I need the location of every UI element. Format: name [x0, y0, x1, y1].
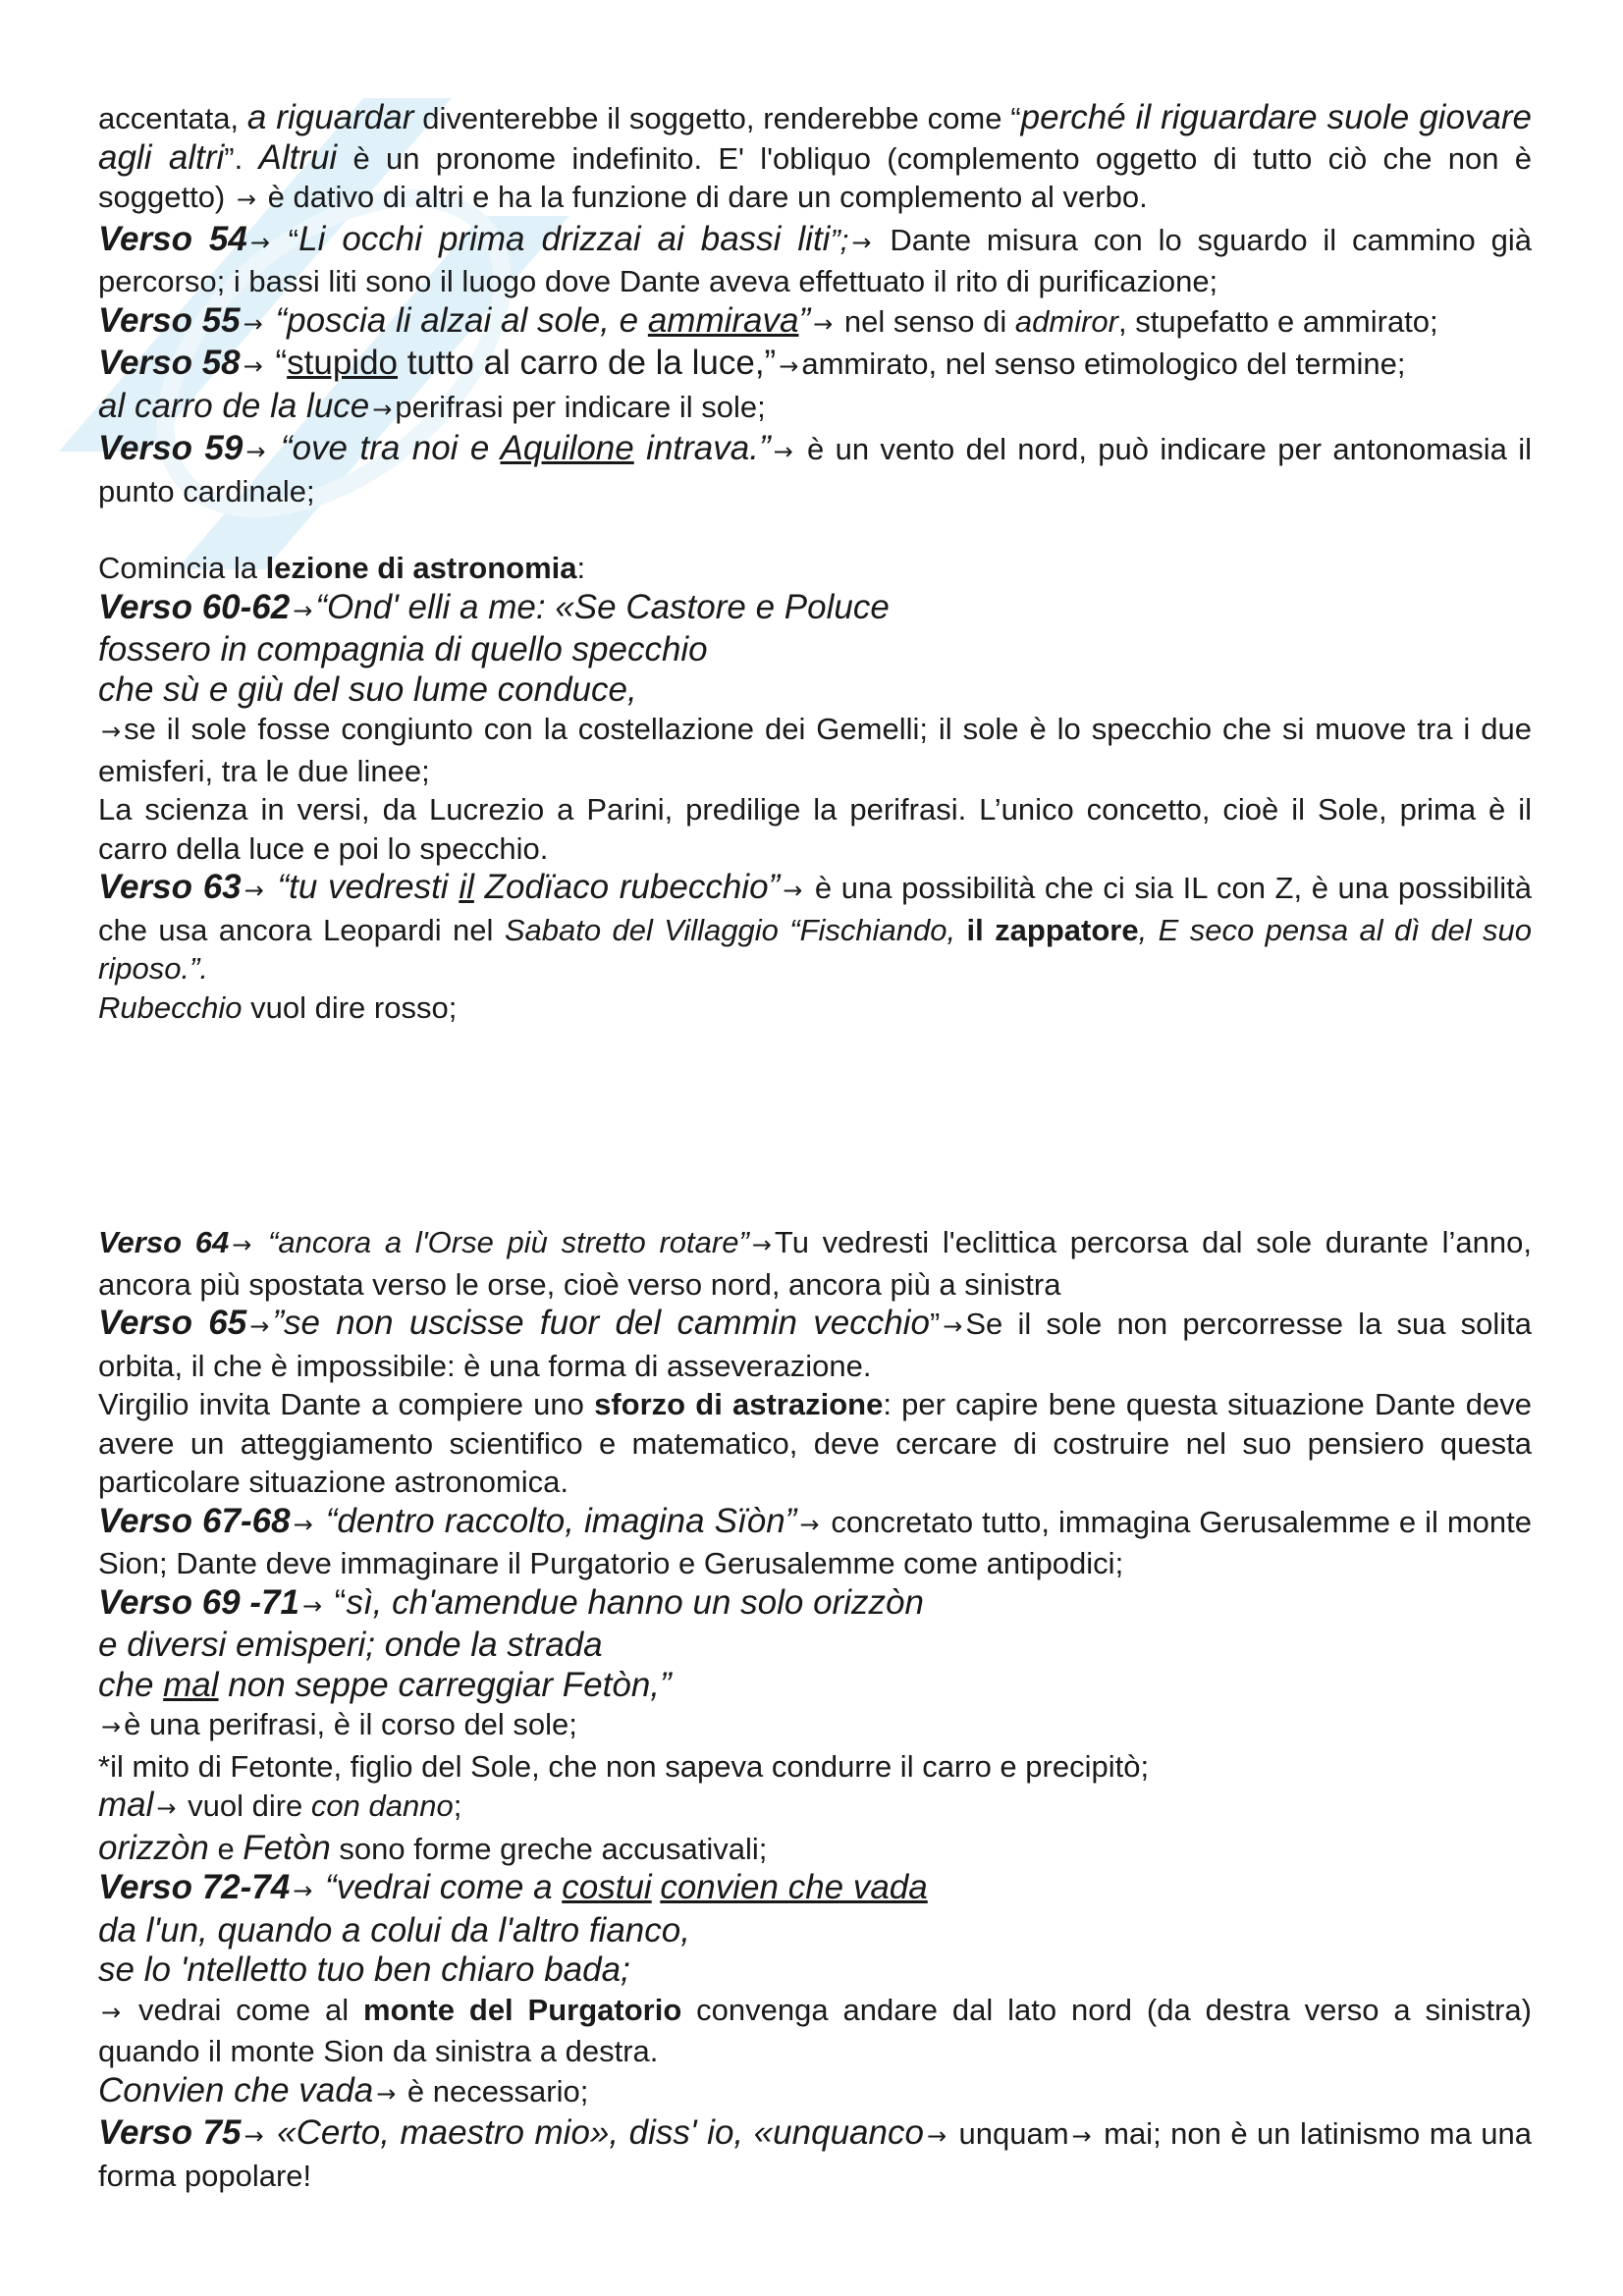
verse-65: Verso 65 →”se non uscisse fuor del cammin vecchio” →Se il sole non percorresse la sua solita orbita, il che è impossibile: è una forma di asseverazione.: [98, 1304, 1532, 1383]
arrow-icon: →: [243, 877, 264, 904]
verse-59: Verso 59 → “ove tra noi e Aquilone intrava.” → è un vento del nord, può indicare per antonomasia il punto cardinale;: [98, 429, 1532, 508]
verse-54: Verso 54 → “Li occhi prima drizzai ai bassi liti”; → Dante misura con lo sguardo il cammino già percorso; i bassi liti sono il luogo dove Dante aveva effettuato il rito di purificazione;: [98, 219, 1532, 298]
verse-58-note: al carro de la luce →perifrasi per indicare il sole;: [98, 386, 766, 425]
arrow-icon: →: [293, 596, 313, 624]
verse-line: se lo 'ntelletto tuo ben chiaro bada;: [98, 1950, 630, 1989]
arrow-icon: →: [249, 1312, 270, 1340]
arrow-icon: →: [243, 352, 263, 380]
arrow-icon: →: [101, 718, 122, 745]
document-body: [98, 98, 1532, 2195]
verse-72-74-note: → vedrai come al monte del Purgatorio convenga andare dal lato nord (da destra verso a sinistra) quando il monte Sion da sinistra a destra.: [98, 1992, 1532, 2068]
arrow-icon: →: [372, 395, 393, 423]
arrow-icon: →: [813, 309, 834, 338]
arrow-icon: →: [779, 352, 799, 380]
arrow-icon: →: [799, 1510, 820, 1538]
arrow-icon: →: [376, 2079, 397, 2108]
arrow-icon: →: [101, 1713, 122, 1740]
verse-line: che mal non seppe carreggiar Fetòn,”: [98, 1665, 672, 1704]
arrow-icon: →: [943, 1312, 963, 1340]
verse-60-62-note: →se il sole fosse congiunto con la costellazione dei Gemelli; il sole è lo specchio che si muove tra i due emisferi, tra le due linee;: [98, 712, 1532, 788]
fetonte-note: *il mito di Fetonte, figlio del Sole, che non sapeva condurre il carro e precipitò;: [98, 1748, 1150, 1784]
paragraph-virgilio: Virgilio invita Dante a compiere uno sforzo di astrazione: per capire bene questa situazione Dante deve avere un atteggiamento scientifico e matematico, deve cercare di costruire nel suo pensiero questa particolare situazione astronomica.: [98, 1387, 1533, 1499]
arrow-icon: →: [236, 186, 256, 213]
verse-67-68: Verso 67-68 → “dentro raccolto, imagina Sïòn” → concretato tutto, immagina Gerusalemme e il monte Sion; Dante deve immaginare il Purgatorio e Gerusalemme come antipodici;: [98, 1501, 1532, 1580]
arrow-icon: →: [243, 309, 263, 338]
paragraph-intro: accentata, a riguardar diventerebbe il soggetto, renderebbe come “perché il riguardare suole giovare agli altri”. Altrui è un pronome indefinito. E' l'obliquo (complemento oggetto di tutto ciò che non è soggetto) → è dativo di altri e ha la funzione di dare un complemento al verbo.: [98, 98, 1533, 214]
arrow-icon: →: [301, 1591, 323, 1620]
arrow-icon: →: [293, 1877, 313, 1904]
arrow-icon: →: [101, 1998, 122, 2026]
arrow-icon: →: [156, 1794, 177, 1822]
verse-64: Verso 64 → “ancora a l'Orse più stretto rotare” →Tu vedresti l'eclittica percorsa dal sole durante l’anno, ancora più spostata verso le orse, cioè verso nord, ancora più a sinistra: [98, 1225, 1533, 1302]
rubecchio-note: Rubecchio vuol dire rosso;: [98, 989, 458, 1025]
verse-60-62: Verso 60-62 →“Ond' elli a me: «Se Castore e Poluce: [98, 587, 890, 626]
arrow-icon: →: [232, 1231, 252, 1258]
verse-69-71-note: →è una perifrasi, è il corso del sole;: [98, 1705, 1532, 1747]
verse-line: da l'un, quando a colui da l'altro fianco,: [98, 1910, 690, 1949]
arrow-icon: →: [773, 438, 793, 465]
verse-63: Verso 63 → “tu vedresti il Zodïaco rubecchio” → è una possibilità che ci sia IL con Z, è una possibilità che usa ancora Leopardi nel Sabato del Villaggio “Fischiando, il zappatore, E seco pensa al dì del suo riposo.”.: [98, 868, 1533, 986]
arrow-icon: →: [293, 1510, 313, 1538]
verse-line: che sù e giù del suo lume conduce,: [98, 669, 637, 709]
greek-forms-note: orizzòn e Fetòn sono forme greche accusativali;: [98, 1828, 768, 1867]
paragraph-science: La scienza in versi, da Lucrezio a Parini, predilige la perifrasi. L’unico concetto, cioè il Sole, prima è il carro della luce e poi lo specchio.: [98, 792, 1532, 866]
verse-75: Verso 75 → «Certo, maestro mio», diss' io, «unquanco → unquam → mai; non è un latinismo ma una forma popolare!: [98, 2113, 1533, 2193]
verse-72-74: Verso 72-74 → “vedrai come a costui convien che vada: [98, 1868, 928, 1906]
verse-line: e diversi emisperi; onde la strada: [98, 1626, 603, 1664]
arrow-icon: →: [249, 228, 270, 256]
arrow-icon: →: [851, 228, 872, 256]
mal-note: mal → vuol dire con danno;: [98, 1786, 462, 1824]
arrow-icon: →: [751, 1231, 772, 1258]
verse-line: fossero in compagnia di quello specchio: [98, 630, 708, 668]
arrow-icon: →: [783, 877, 803, 904]
convien-note: Convien che vada → è necessario;: [98, 2070, 589, 2109]
verse-55: Verso 55 → “poscia li alzai al sole, e ammirava” → nel senso di admiror, stupefatto e ammirato;: [98, 300, 1438, 340]
astronomy-intro: Comincia la lezione di astronomia:: [98, 551, 586, 585]
arrow-icon: →: [245, 438, 266, 465]
arrow-icon: →: [926, 2122, 947, 2150]
verse-69-71: Verso 69 -71 → “sì, ch'amendue hanno un solo orizzòn: [98, 1582, 924, 1622]
verse-58: Verso 58 → “stupido tutto al carro de la luce,” →ammirato, nel senso etimologico del termine;: [98, 344, 1406, 382]
arrow-icon: →: [1071, 2122, 1092, 2150]
arrow-icon: →: [243, 2122, 264, 2150]
